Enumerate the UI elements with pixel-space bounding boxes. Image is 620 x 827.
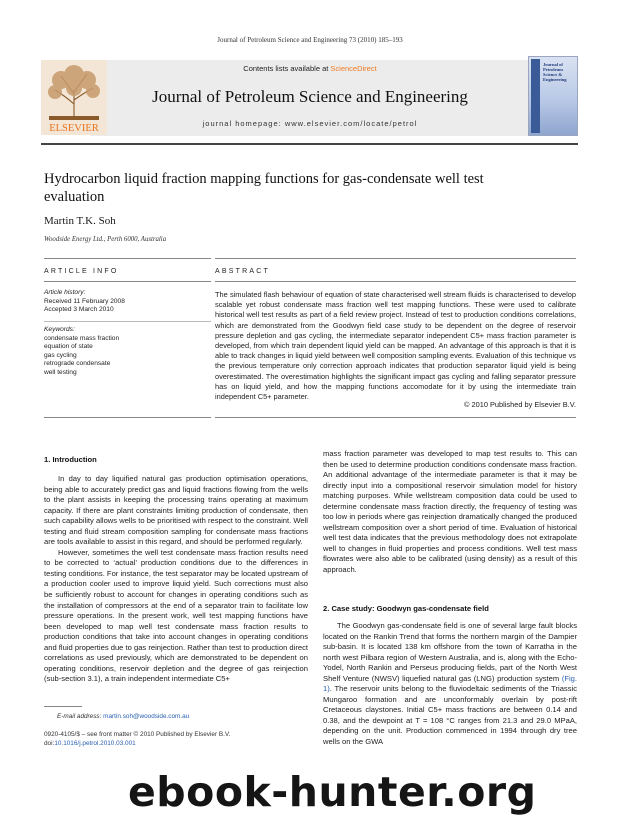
abstract-bottom-rule xyxy=(215,417,576,418)
keyword: gas cycling xyxy=(44,351,77,359)
abstract-mid-rule xyxy=(215,281,576,282)
article-history xyxy=(44,289,209,315)
journal-homepage-line xyxy=(90,119,530,128)
homepage-url-link[interactable]: www.elsevier.com/locate/petrol xyxy=(284,119,418,128)
journal-title: Journal of Petroleum Science and Engineering xyxy=(152,87,468,106)
keyword: well testing xyxy=(44,368,77,376)
keywords-rule xyxy=(44,321,211,322)
body-paragraph: In day to day liquified natural gas production optimisation operations, being able to accurately predict gas and liquid fractions flowing from the wells to the plant assists in keeping the processing trains operating at maximum capacity. If there are plant constraints limiting production of condensate, then such capability allows wells to be prioritised with respect to the constraint. Well testing and fluid stream composition sampling for condensate mass fractions are tools available to assist in this regard, and should be performed regularly. xyxy=(44,474,308,547)
paragraph-text: The Goodwyn gas-condensate field is one of several large fault blocks located on the Rankin Trend that forms the northern margin of the Dampier sub-basin. It is located 138 km offshore from the town of Karratha in the north west Pilbara region of Western Australia, and is, along with the Echo-Yodel, North Rankin and Perseus producing fields, part of the North West Shelf Venture (NWSV) liquefied natural gas (LNG) production system xyxy=(323,621,577,683)
keywords-label: Keywords: xyxy=(44,326,75,333)
article-info-bottom-rule xyxy=(44,417,211,418)
site-watermark: ebook-hunter.org xyxy=(128,768,537,816)
footnote-rule xyxy=(44,706,82,707)
section-2-title: 2. Case study: Goodwyn gas-condensate field xyxy=(323,604,489,613)
elsevier-wordmark: ELSEVIER xyxy=(49,123,99,134)
abstract-body: The simulated flash behaviour of equation of state characterised well stream fluids is characterised to develop scalable yet robust condensate mass fraction well test mapping functions. These were used to calibrate historical well test results as part of a field review project. Instead of test to production conditions correlations, which are demonstrated from the Goodwyn field case study to be dependent on the degree of reservoir pressure depletion and gas cycling, the intermediate separator independent C5+ mass fraction parameter is developed, from which train dependent liquid yield can be mapped. An advantage of this approach is that it is able to track changes in liquid yield between well composition sampling events. Evaluation of this technique vs the previous temperature only correction approach indicates that production separator liquid yield is being overestimated. The overestimation highlights the significant impact gas cycling and falling separator pressure has on liquid yield, and how the mapping functions accomodate for it by using the intermediate train independent C5+ parameter. xyxy=(215,290,576,402)
right-body-column-2 xyxy=(323,621,577,748)
homepage-prefix: journal homepage: xyxy=(202,119,285,128)
article-info-heading: ARTICLE INFO xyxy=(44,268,119,275)
doi-line xyxy=(44,740,136,747)
body-paragraph: mass fraction parameter was developed to map test results to. This can then be used to determine production conditions condensate mass fraction. An additional advantage of the intermediate parameter is that it may be directly input into a compositional reservoir simulation model for history matching purposes. While wellstream composition data could be used to determine condensate mass fraction directly, the frequency of testing was too low in periods where gas reinjection dramatically changed the produced wellstream composition over a short period of time. Evaluation of historical well test data indicates that the previous methodology does not extrapolate well to changes in fluid properties and process conditions. Well test mass flowrates were also able to be calibrated (using density) as a result of this approach. xyxy=(323,449,577,575)
history-label: Article history: xyxy=(44,289,86,296)
email-label: E-mail address: xyxy=(57,713,104,720)
running-head: Journal of Petroleum Science and Engineering 73 (2010) 185–193 xyxy=(217,36,403,44)
journal-cover-thumbnail xyxy=(528,56,578,136)
doi-link[interactable]: 10.1016/j.petrol.2010.03.001 xyxy=(54,740,136,747)
article-title: Hydrocarbon liquid fraction mapping functions for gas-condensate well test evaluation xyxy=(44,171,484,205)
abstract-top-rule xyxy=(215,258,576,259)
body-paragraph: However, sometimes the well test condensate mass fraction results need to be corrected to ‘actual’ production conditions due to the differences in testing conditions. For instance, the test separator may be located upstream of a production cooler used to improve liquid yield. Such corrections must also be sufficiently robust to account for changes in operating conditions such as the installation of compressors at the end of a separator train to facilitate low pressure operations. In the present work, well test mapping functions have been developed to map well test condensate mass fraction results to production conditions that take into account changes in operating conditions and fluid properties due to gas reinjection. Rather than test to production direct correlations as used previously, which are demonstrated to be dependent on operating conditions, reservoir depletion and the degree of gas reinjection (sub-section 3.1), a train independent intermediate C5+ xyxy=(44,547,308,684)
doi-label: doi: xyxy=(44,740,55,747)
received-date: Received 11 February 2008 xyxy=(44,297,125,305)
author-affiliation: Woodside Energy Ltd., Perth 6000, Australia xyxy=(44,236,167,243)
keyword: retrograde condensate xyxy=(44,360,111,368)
figure-1-link[interactable]: (Fig. 1) xyxy=(323,673,577,694)
article-info-top-rule xyxy=(44,258,211,259)
abstract-heading: ABSTRACT xyxy=(215,268,270,275)
keyword: condensate mass fraction xyxy=(44,334,120,342)
contents-prefix: Contents lists available at xyxy=(243,64,331,73)
right-body-column xyxy=(323,449,577,576)
keyword: equation of state xyxy=(44,343,93,351)
cover-title: Journal of Petroleum Science & Engineering xyxy=(543,62,567,82)
abstract-copyright: © 2010 Published by Elsevier B.V. xyxy=(464,400,576,409)
contents-availability-line xyxy=(90,64,530,73)
email-footnote xyxy=(57,713,189,720)
cover-spine-strip xyxy=(531,59,540,133)
article-info-mid-rule xyxy=(44,281,211,282)
sciencedirect-link[interactable]: ScienceDirect xyxy=(330,64,377,73)
issn-line: 0920-4105/$ – see front matter © 2010 Published by Elsevier B.V. xyxy=(44,731,231,738)
accepted-date: Accepted 3 March 2010 xyxy=(44,306,114,314)
masthead-rule xyxy=(41,143,578,145)
author-name: Martin T.K. Soh xyxy=(44,215,116,227)
body-paragraph xyxy=(323,621,577,748)
section-1-title: 1. Introduction xyxy=(44,455,97,464)
paragraph-text: . The reservoir units belong to the fluviodeltaic sediments of the Triassic Mungaroo formation and are unconformably overlain by post-rift Cretaceous claystones. Initial C5+ mass fractions are between 0.14 and 0.38, and the dewpoint at T = 108 °C ranges from 21.3 and 29.0 MPaA, depending on the unit. Production commenced in 1994 through dry tree wells on the GWA xyxy=(323,684,577,747)
email-link[interactable]: martin.soh@woodside.com.au xyxy=(103,713,190,720)
keywords-block xyxy=(44,326,209,378)
left-body-column xyxy=(44,474,308,685)
